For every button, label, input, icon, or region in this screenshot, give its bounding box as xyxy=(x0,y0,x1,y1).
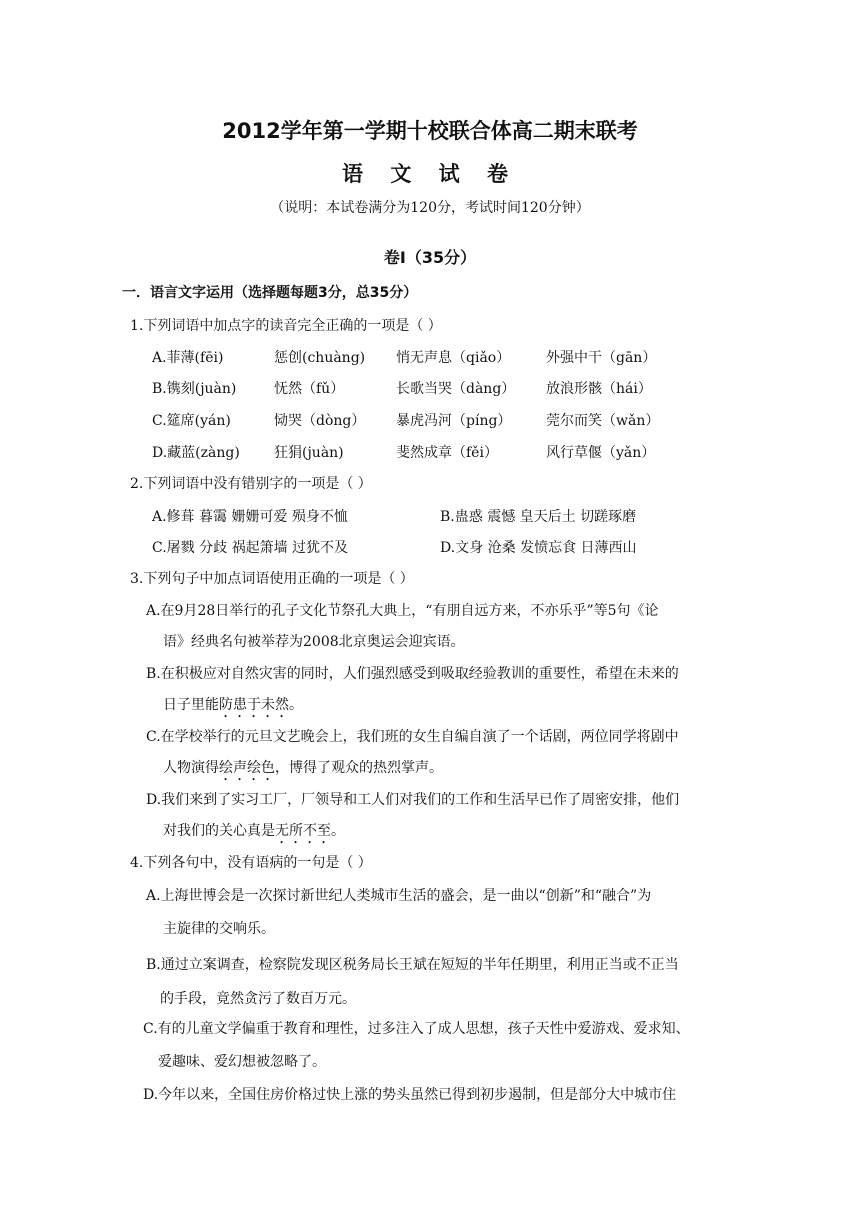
q1-option-c-2: 恸哭（dòng） xyxy=(274,413,366,429)
q3-c-dotted-phrase: 绘声绘色 xyxy=(219,760,275,776)
q4-option-a-line1: A.上海世博会是一次探讨新世纪人类城市生活的盛会，是一曲以“创新”和“融合”为 xyxy=(146,888,652,904)
q3-d-dotted-phrase: 无所不至 xyxy=(275,823,331,839)
q4-option-d-line1: D.今年以来，全国住房价格过快上涨的势头虽然已得到初步遏制，但是部分大中城市住 xyxy=(143,1087,677,1103)
q1-option-a-4: 外强中干（gān） xyxy=(546,350,657,366)
q3-option-d-line2 xyxy=(163,821,345,847)
q1-option-a-1: A.菲薄(fēi) xyxy=(152,350,224,366)
q1-option-b-3: 长歌当哭（dàng） xyxy=(396,381,516,397)
q1-option-b-4: 放浪形骸（hái） xyxy=(546,381,652,397)
q3-option-a-line2: 语》经典名句被举荐为2008北京奥运会迎宾语。 xyxy=(163,634,465,650)
exam-title: 2012学年第一学期十校联合体高二期末联考 xyxy=(222,119,638,143)
q1-option-c-1: C.筵席(yán) xyxy=(152,413,231,429)
q1-option-d-4: 风行草偃（yǎn） xyxy=(546,445,656,461)
exam-note: （说明：本试卷满分为120分，考试时间120分钟） xyxy=(270,200,590,216)
q3-option-c-line2 xyxy=(163,758,443,784)
q2-option-d: D.文身 沧桑 发愤忘食 日薄西山 xyxy=(440,540,637,556)
q1-option-a-3: 悄无声息（qiǎo） xyxy=(396,350,511,366)
q3-option-a-line1: A.在9月28日举行的孔子文化节祭孔大典上，“有朋自远方来，不亦乐乎”等5句《论 xyxy=(146,603,659,619)
q3-option-d-line1: D.我们来到了实习工厂，厂领导和工人们对我们的工作和生活早已作了周密安排，他们 xyxy=(146,792,680,808)
q3-option-b-line2 xyxy=(163,695,303,721)
q4-option-c-line1: C.有的儿童文学偏重于教育和理性，过多注入了成人思想，孩子天性中爱游戏、爱求知、 xyxy=(143,1021,690,1037)
question-3-stem: 3.下列句子中加点词语使用正确的一项是（ ） xyxy=(130,571,414,587)
q4-option-a-line2: 主旋律的交响乐。 xyxy=(163,921,275,937)
q3-b-tail: 。 xyxy=(289,697,303,713)
q3-option-c-line1: C.在学校举行的元旦文艺晚会上，我们班的女生自编自演了一个话剧，两位同学将剧中 xyxy=(146,729,679,745)
q3-d-text: 对我们的关心真是 xyxy=(163,823,275,839)
q2-option-b: B.蛊惑 震憾 皇天后土 切蹉琢磨 xyxy=(440,509,637,525)
q2-option-c: C.屠戮 分歧 祸起箫墙 过犹不及 xyxy=(152,540,349,556)
question-1-stem: 1.下列词语中加点字的读音完全正确的一项是（ ） xyxy=(130,318,442,334)
q1-option-d-3: 斐然成章（fěi） xyxy=(396,445,498,461)
q1-option-d-2: 狂狷(juàn) xyxy=(274,445,344,461)
section-heading: 一．语言文字运用（选择题每题3分，总35分） xyxy=(122,285,418,301)
q3-c-text: 人物演得 xyxy=(163,760,219,776)
question-4-stem: 4.下列各句中，没有语病的一句是（ ） xyxy=(130,855,372,871)
q3-b-text: 日子里能 xyxy=(163,697,219,713)
q1-option-a-2: 惩创(chuàng) xyxy=(274,350,366,366)
q2-option-a: A.修葺 暮霭 姗姗可爱 殒身不恤 xyxy=(152,509,348,525)
q1-option-b-1: B.镌刻(juàn) xyxy=(152,381,237,397)
q1-option-c-4: 莞尔而笑（wǎn） xyxy=(546,413,660,429)
q4-option-c-line2: 爱趣味、爱幻想被忽略了。 xyxy=(158,1054,326,1070)
volume-heading: 卷Ⅰ（35分） xyxy=(383,248,477,267)
q3-b-dotted-phrase: 防患于未然 xyxy=(219,697,289,713)
q4-option-b-line1: B.通过立案调查，检察院发现区税务局长王斌在短短的半年任期里，利用正当或不正当 xyxy=(146,957,679,973)
q3-d-tail: 。 xyxy=(331,823,345,839)
subject-title: 语 文 试 卷 xyxy=(342,162,518,186)
q1-option-b-2: 怃然（fǔ） xyxy=(274,381,345,397)
question-2-stem: 2.下列词语中没有错别字的一项是（ ） xyxy=(130,476,372,492)
q3-c-tail: ，博得了观众的热烈掌声。 xyxy=(275,760,443,776)
q1-option-c-3: 暴虎冯河（píng） xyxy=(396,413,512,429)
q3-option-b-line1: B.在积极应对自然灾害的同时，人们强烈感受到吸取经验教训的重要性，希望在未来的 xyxy=(146,666,679,682)
q4-option-b-line2: 的手段，竟然贪污了数百万元。 xyxy=(160,991,356,1007)
q1-option-d-1: D.藏蓝(zàng) xyxy=(152,445,240,461)
